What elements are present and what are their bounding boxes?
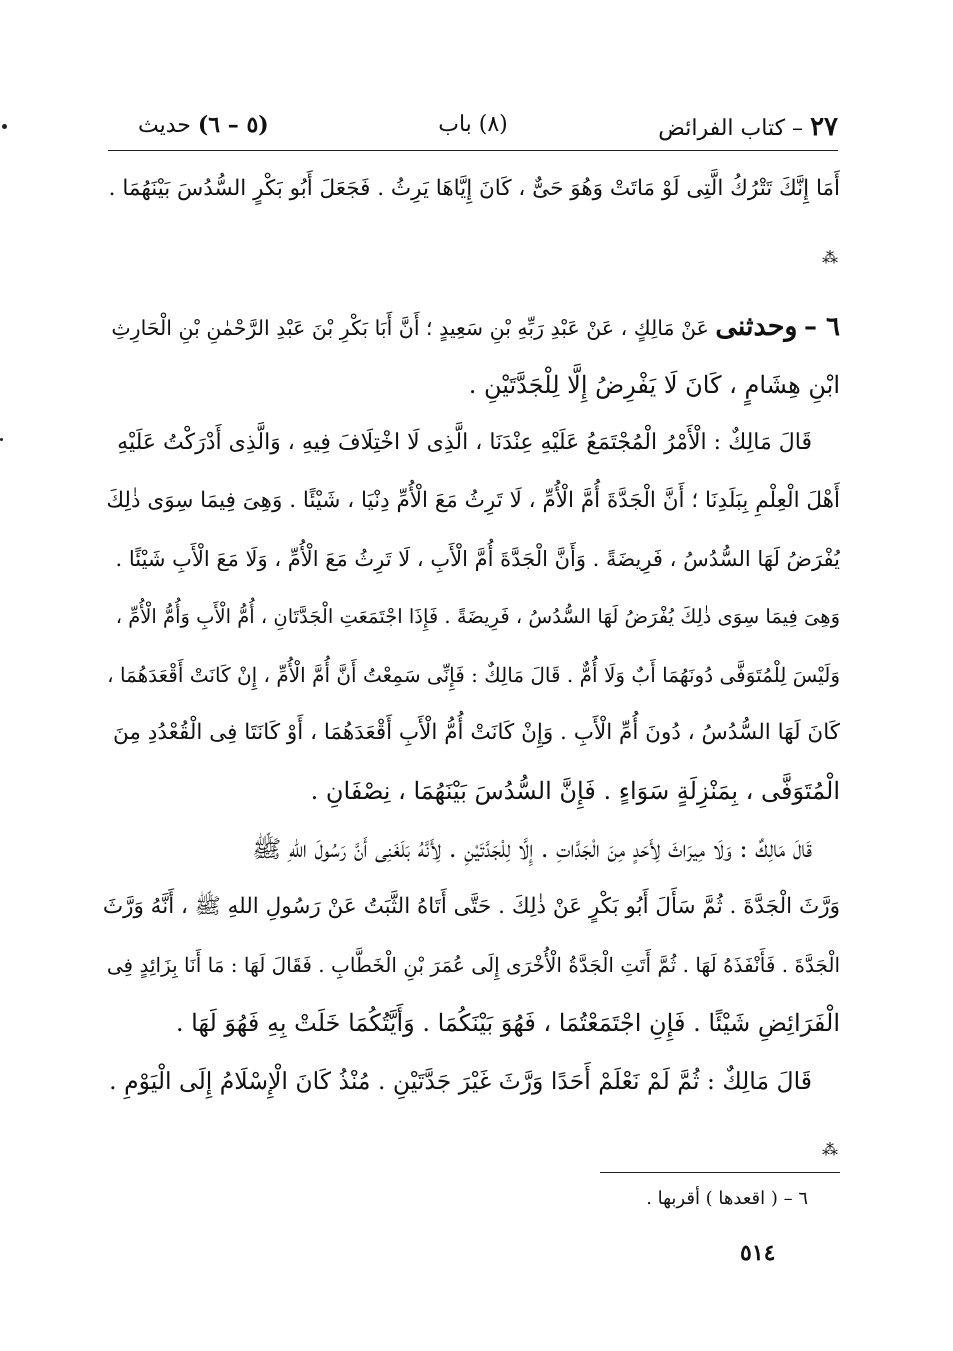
text-line: أَمَا إِنَّكَ تَتْرُكُ الَّتِى لَوْ مَاتَتْ وَهُوَ حَىٌّ ، كَانَ إِيَّاهَا يَرِثُ . فَجَعَلَ أَبُو بَكْرٍ السُّدُسَ بَيْنَهُمَا . <box>108 176 840 201</box>
hadith-text: عَنْ مَالِكٍ ، عَنْ عَبْدِ رَبِّهِ بْنِ سَعِيدٍ ؛ أَنَّ أَبَا بَكْرِ بْنَ عَبْدِ الرَّحْمٰنِ بْنِ الْحَارِثِ <box>111 316 709 340</box>
text-line: أَهْلَ الْعِلْمِ بِبَلَدِنَا ؛ أَنَّ الْجَدَّةَ أُمَّ الْأُمِّ ، لَا تَرِثُ مَعَ الْأُمِّ دِنْيَا ، شَيْئًا . وَهِىَ فِيمَا سِوَى ذٰلِكَ <box>106 488 840 513</box>
text-line: يُفْرَضُ لَهَا السُّدُسُ ، فَرِيضَةً . وَأَنَّ الْجَدَّةَ أُمَّ الْأَبِ ، لَا تَرِثُ مَعَ الْأُمِّ ، وَلَا مَعَ الْأَبِ شَيْئًا . <box>115 547 840 571</box>
text-line: وَهِىَ فِيمَا سِوَى ذٰلِكَ يُفْرَضُ لَهَا السُّدُسُ ، فَرِيضَةً . فَإِذَا اجْتَمَعَتِ الْجَدَّتَانِ ، أُمُّ الْأَبِ وَأُمُّ الْأُمِّ ، <box>115 605 840 628</box>
header-rule <box>108 150 838 151</box>
margin-dot-top <box>2 124 7 129</box>
text-line: الْفَرَائِضِ شَيْئًا . فَإِنِ اجْتَمَعْتُمَا ، فَهُوَ بَيْنَكُمَا . وَأَيَّتُكُمَا خَلَتْ بِهِ فَهُوَ لَهَا . <box>175 1009 840 1037</box>
page-number: ٥١٤ <box>740 1240 776 1266</box>
book-heading <box>658 112 838 142</box>
hadith-number: ٦ – <box>803 312 840 342</box>
running-header <box>108 108 838 152</box>
page-body <box>102 160 840 1190</box>
hadith-range-heading <box>138 112 269 138</box>
chapter-heading: (٨) باب <box>438 112 508 137</box>
section-separator: ⁂ <box>822 248 840 267</box>
book-title: – كتاب الفرائض <box>658 116 804 141</box>
text-line: قَالَ مَالِكٌ : الْأَمْرُ الْمُجْتَمَعُ عَلَيْهِ عِنْدَنَا ، الَّذِى لَا اخْتِلَافَ فِيهِ ، وَالَّذِى أَدْرَكْتُ عَلَيْهِ <box>117 430 812 455</box>
hadith-6-first-line <box>102 298 840 356</box>
hadith-label: حديث <box>138 113 191 138</box>
section-separator: ⁂ <box>822 1140 840 1159</box>
text-line: الْجَدَّةَ . فَأَنْفَذَهُ لَهَا . ثُمَّ أَتَتِ الْجَدَّةُ الْأُخْرَى إِلَى عُمَرَ بْنِ الْخَطَّابِ . فَقَالَ لَهَا : مَا أَنَا بِزَائِدٍ فِى <box>106 953 840 977</box>
text-line: قَالَ مَالِكٌ : وَلَا مِيرَاثَ لِأَحَدٍ مِنَ الْجَدَّاتِ . إِلَّا لِلْجَدَّتَيْنِ . لِأَنَّهُ بَلَغَنِى أَنَّ رَسُولَ اللهِ ﷺ <box>252 835 812 863</box>
hadith-lead-word: وحدثنى <box>715 311 798 342</box>
text-line: كَانَ لَهَا السُّدُسُ ، دُونَ أُمِّ الْأَبِ . وَإِنْ كَانَتْ أُمُّ الْأَبِ أَقْعَدَهُمَا ، أَوْ كَانَتَا فِى الْقُعْدُدِ مِنَ <box>113 720 840 745</box>
margin-dot-middle <box>0 438 3 441</box>
text-line: وَرَّثَ الْجَدَّةَ . ثُمَّ سَأَلَ أَبُو بَكْرٍ عَنْ ذٰلِكَ . حَتَّى أَتَاهُ الثَّبَتُ عَنْ رَسُولِ اللهِ ﷺ ، أَنَّهُ وَرَّثَ <box>102 894 840 919</box>
text-line: الْمُتَوَفَّى ، بِمَنْزِلَةٍ سَوَاءٍ . فَإِنَّ السُّدُسَ بَيْنَهُمَا ، نِصْفَانِ . <box>310 777 840 805</box>
text-line: ابْنِ هِشَامٍ ، كَانَ لَا يَفْرِضُ إِلَّا لِلْجَدَّتَيْنِ . <box>468 371 840 399</box>
text-line: وَلَيْسَ لِلْمُتَوَفَّى دُونَهُمَا أَبٌ وَلَا أُمٌّ . قَالَ مَالِكٌ : فَإِنِّى سَمِعْتُ أَنَّ أُمَّ الْأُمِّ ، إِنْ كَانَتْ أَقْعَدَهُمَا ، <box>107 663 840 687</box>
book-number: ٢٧ <box>810 112 838 142</box>
hadith-range: (٥ – ٦) <box>197 112 269 138</box>
footnote-rule <box>600 1172 840 1173</box>
text-line: قَالَ مَالِكٌ : ثُمَّ لَمْ نَعْلَمْ أَحَدًا وَرَّثَ غَيْرَ جَدَّتَيْنِ . مُنْذُ كَانَ الْإِسْلَامُ إِلَى الْيَوْمِ . <box>109 1067 812 1095</box>
footnote: ٦ – ( اقعدها ) أقربها . <box>646 1188 808 1209</box>
